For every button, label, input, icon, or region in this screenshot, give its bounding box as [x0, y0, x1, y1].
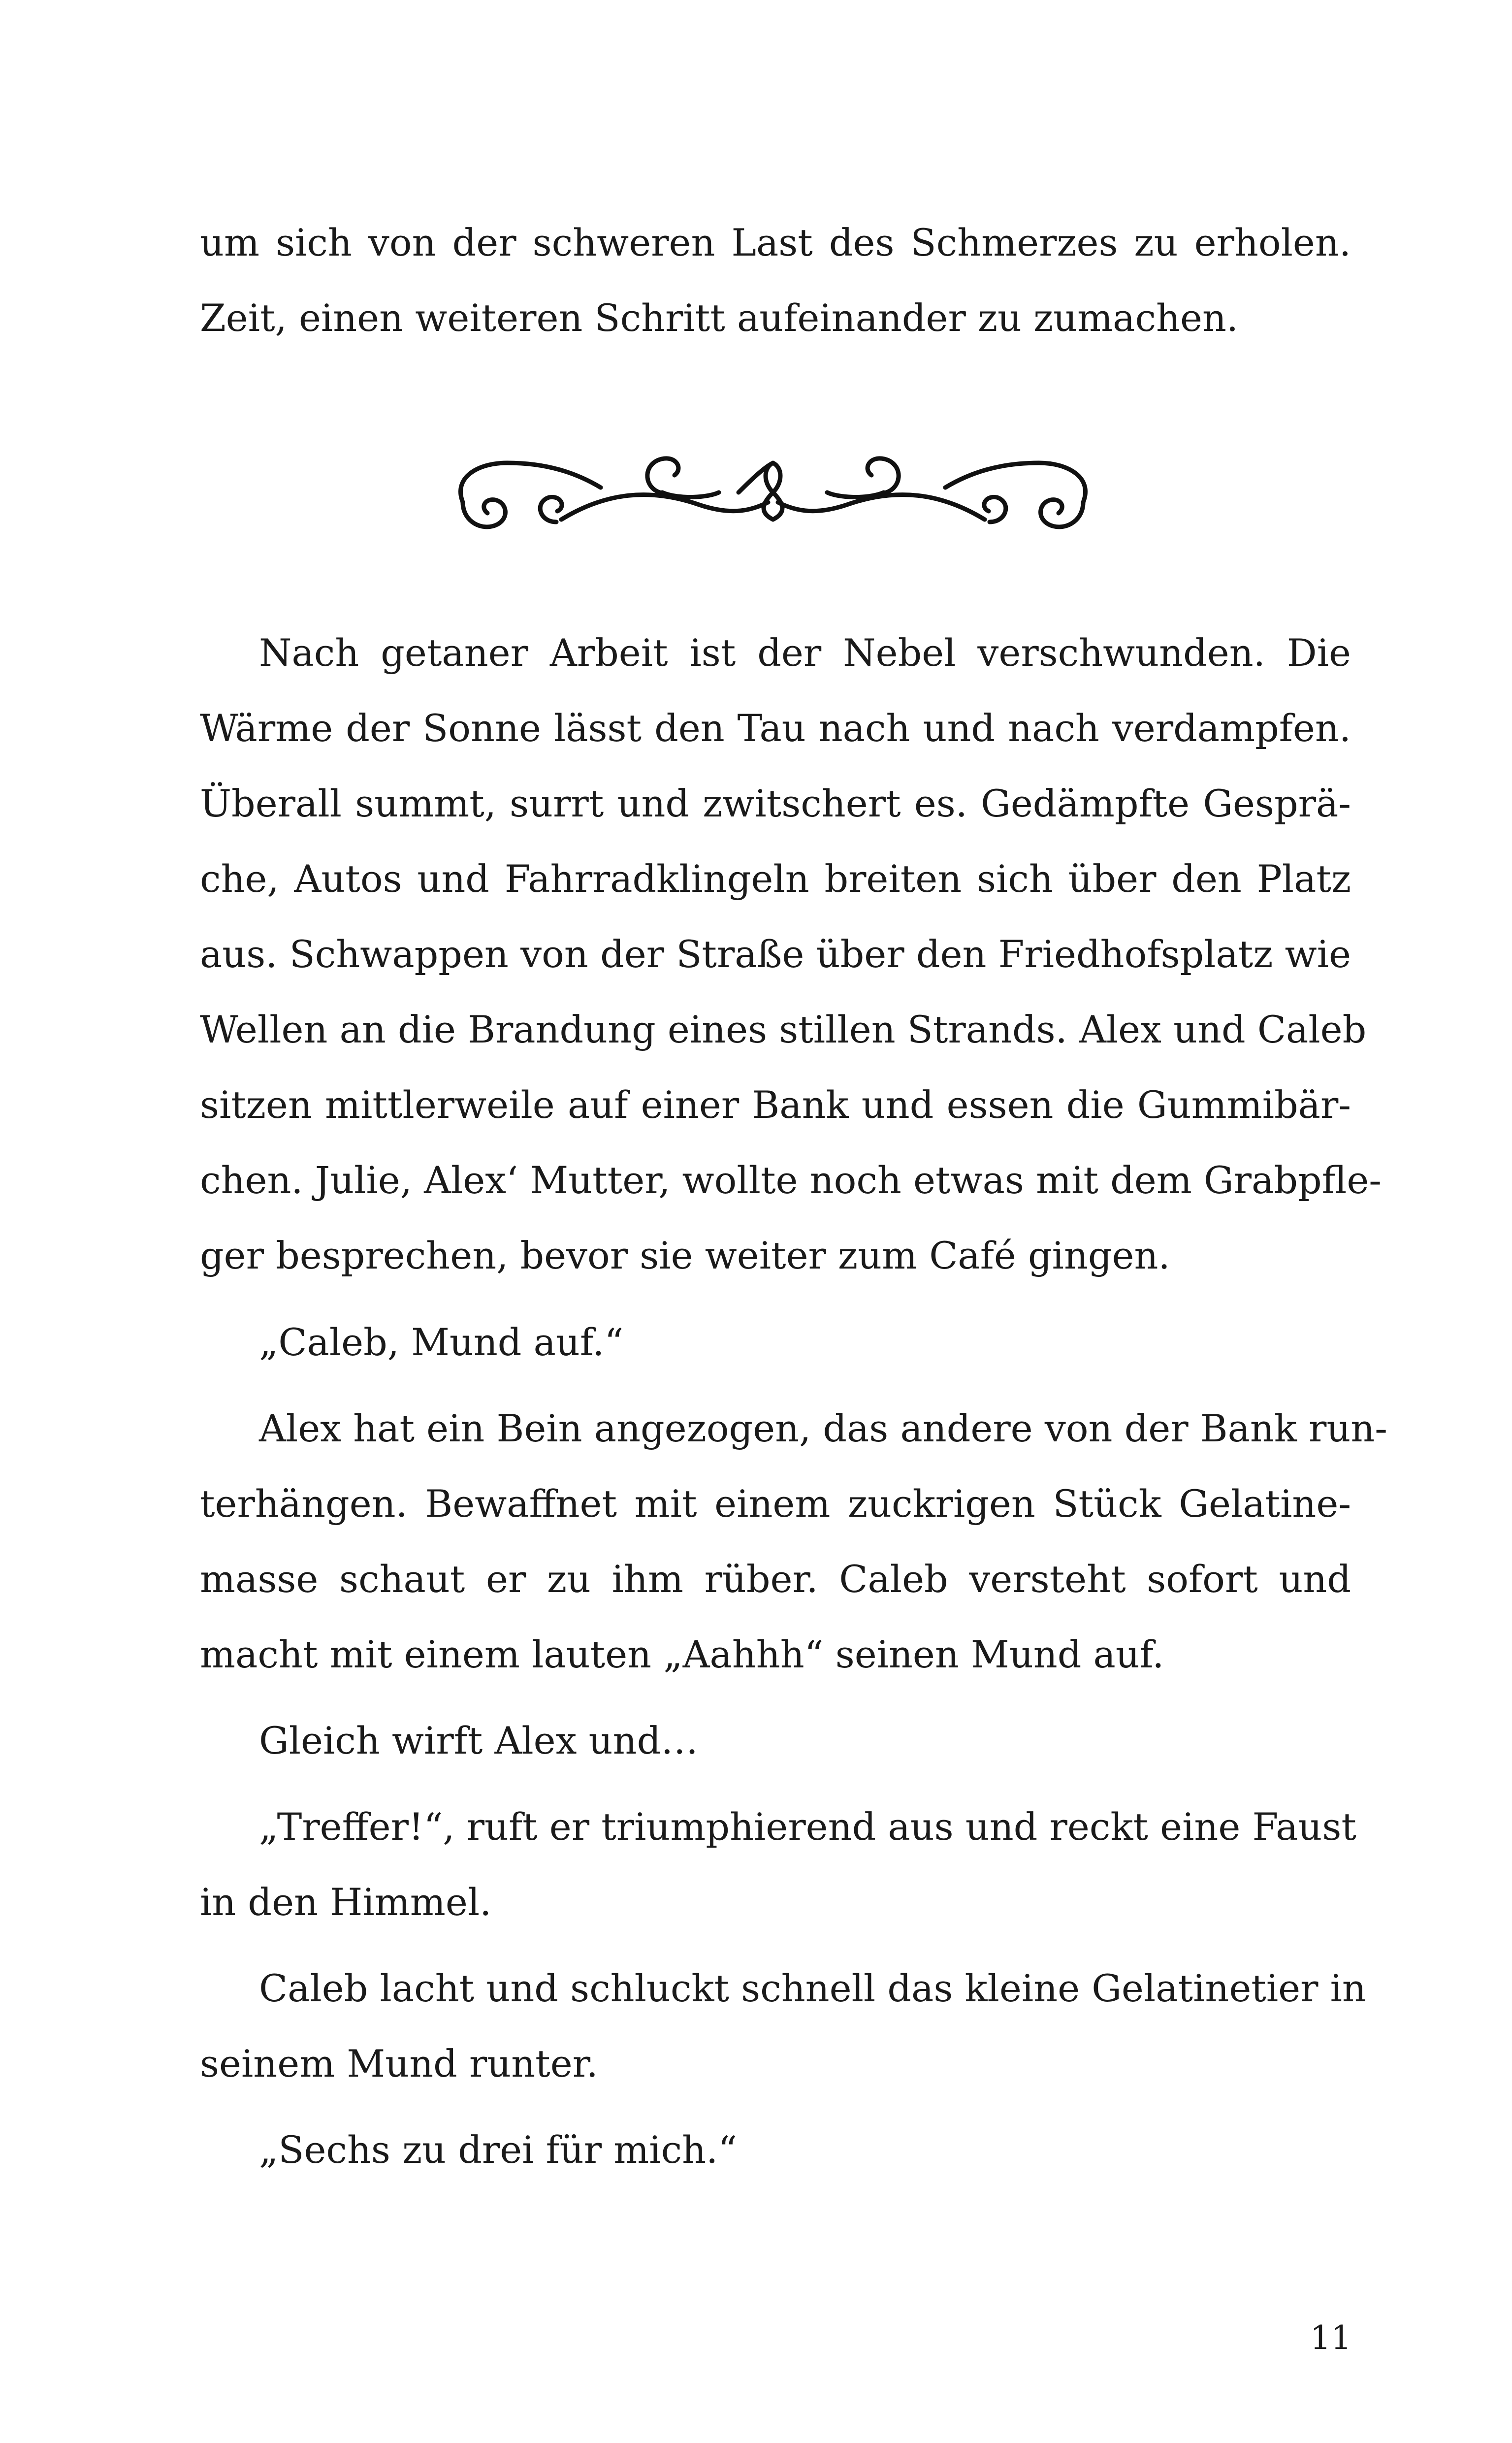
text-line: chen. Julie, Alex‘ Mutter, wollte noch etwas mit dem Grabpfle-	[200, 1158, 1382, 1202]
text-line: Wärme der Sonne lässt den Tau nach und nach verdampfen.	[200, 706, 1351, 750]
text-line: aus. Schwappen von der Straße über den Friedhofsplatz wie	[200, 932, 1351, 976]
text-line: masse schaut er zu ihm rüber. Caleb versteht sofort und	[200, 1557, 1351, 1601]
text-line: seinem Mund runter.	[200, 2042, 598, 2085]
text-line: Überall summt, surrt und zwitschert es. Gedämpfte Gesprä-	[200, 782, 1351, 825]
text-line: Alex hat ein Bein angezogen, das andere von der Bank run-	[259, 1406, 1387, 1450]
dialogue-line: „Caleb, Mund auf.“	[259, 1320, 624, 1364]
text-line: Nach getaner Arbeit ist der Nebel verschwunden. Die	[259, 631, 1351, 675]
text-line: Wellen an die Brandung eines stillen Strands. Alex und Caleb	[200, 1008, 1367, 1051]
text-line: um sich von der schweren Last des Schmerzes zu erholen.	[200, 221, 1351, 264]
page-number: 11	[1310, 2319, 1351, 2357]
text-line: sitzen mittlerweile auf einer Bank und essen die Gummibär-	[200, 1083, 1351, 1127]
dialogue-line: „Sechs zu drei für mich.“	[259, 2128, 738, 2172]
dialogue-line: „Treffer!“, ruft er triumphierend aus und reckt eine Faust	[259, 1805, 1356, 1849]
text-line: Gleich wirft Alex und…	[259, 1719, 699, 1762]
flourish-divider-icon	[443, 433, 1103, 547]
text-line: ger besprechen, bevor sie weiter zum Café gingen.	[200, 1234, 1170, 1277]
text-line: Caleb lacht und schluckt schnell das kleine Gelatinetier in	[259, 1966, 1366, 2010]
text-line: in den Himmel.	[200, 1880, 492, 1924]
text-line: terhängen. Bewaffnet mit einem zuckrigen Stück Gelatine-	[200, 1482, 1351, 1526]
text-line: Zeit, einen weiteren Schritt aufeinander zu zumachen.	[200, 296, 1239, 340]
text-line: che, Autos und Fahrradklingeln breiten sich über den Platz	[200, 857, 1351, 901]
text-line: macht mit einem lauten „Aahhh“ seinen Mund auf.	[200, 1632, 1164, 1676]
